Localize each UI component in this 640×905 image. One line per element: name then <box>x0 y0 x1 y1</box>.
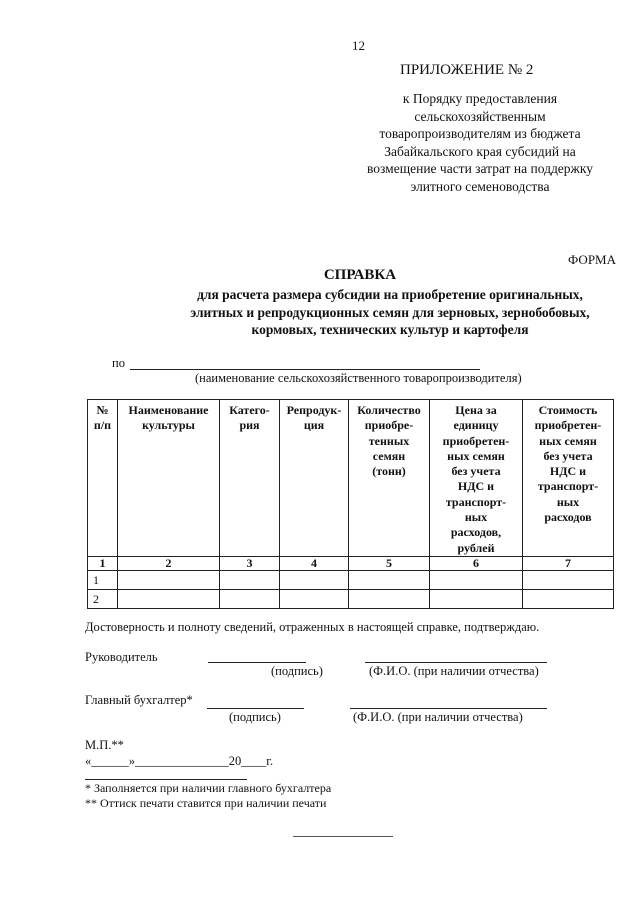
table-cell[interactable] <box>430 570 523 589</box>
column-number: 2 <box>118 556 220 570</box>
header-cell-quantity: Количество приобре- тенных семян (тонн) <box>349 400 430 557</box>
confirmation-text: Достоверность и полноту сведений, отраженных в настоящей справке, подтверждаю. <box>85 620 540 634</box>
head-name-caption: (Ф.И.О. (при наличии отчества) <box>369 664 539 678</box>
table-cell[interactable] <box>220 589 280 608</box>
table-row <box>88 570 614 589</box>
column-number: 5 <box>349 556 430 570</box>
header-cell-category: Катего- рия <box>220 400 280 557</box>
footnote-divider <box>85 779 247 780</box>
appendix-line: к Порядку предоставления <box>402 91 558 106</box>
column-number: 3 <box>220 556 280 570</box>
producer-caption: (наименование сельскохозяйственного товаропроизводителя) <box>195 371 522 385</box>
form-label: ФОРМА <box>568 252 616 267</box>
row-number: 1 <box>88 570 118 589</box>
footnote: * Заполняется при наличии главного бухгалтера <box>85 781 332 795</box>
page-number: 12 <box>352 38 365 53</box>
column-number: 6 <box>430 556 523 570</box>
table-cell[interactable] <box>118 570 220 589</box>
header-cell-reproduction: Репродук- ция <box>280 400 349 557</box>
table-header-row <box>88 400 614 557</box>
column-number-row <box>88 556 614 570</box>
row-number: 2 <box>88 589 118 608</box>
table-cell[interactable] <box>349 570 430 589</box>
column-number: 1 <box>88 556 118 570</box>
appendix-reference <box>335 90 625 195</box>
header-cell-price: Цена за единицу приобретен- ных семян без учета НДС и транспорт- ных расходов, рублей <box>430 400 523 557</box>
producer-prefix: по <box>112 356 125 370</box>
date-field[interactable]: «______»_______________20____г. <box>85 754 274 768</box>
table-cell[interactable] <box>280 589 349 608</box>
table-cell[interactable] <box>220 570 280 589</box>
accountant-signature-caption: (подпись) <box>229 710 281 724</box>
stamp-label: М.П.** <box>85 738 124 752</box>
head-signature-caption: (подпись) <box>271 664 323 678</box>
table-cell[interactable] <box>349 589 430 608</box>
subsidy-table <box>87 399 614 609</box>
producer-name-field[interactable] <box>130 369 480 370</box>
accountant-label: Главный бухгалтер* <box>85 693 193 707</box>
subtitle-line: кормовых, технических культур и картофеля <box>251 322 529 337</box>
document-title: СПРАВКА <box>323 267 397 283</box>
table-row <box>88 589 614 608</box>
end-divider <box>293 836 393 837</box>
column-number: 4 <box>280 556 349 570</box>
subtitle-line: элитных и репродукционных семян для зерновых, зернобобовых, <box>190 304 590 320</box>
appendix-line: возмещение части затрат на поддержку <box>367 161 593 176</box>
table-cell[interactable] <box>430 589 523 608</box>
appendix-line: товаропроизводителям из бюджета <box>379 126 581 141</box>
header-cell-cost: Стоимость приобретен- ных семян без учета НДС и транспорт- ных расходов <box>523 400 614 557</box>
accountant-name-caption: (Ф.И.О. (при наличии отчества) <box>353 710 523 724</box>
appendix-title: ПРИЛОЖЕНИЕ № 2 <box>400 62 534 78</box>
column-number: 7 <box>523 556 614 570</box>
head-label: Руководитель <box>85 650 158 664</box>
appendix-line: элитного семеноводства <box>410 178 550 194</box>
appendix-line: сельскохозяйственным <box>414 108 546 124</box>
footnote: ** Оттиск печати ставится при наличии печати <box>85 796 327 810</box>
header-cell-number: № п/п <box>88 400 118 557</box>
table-cell[interactable] <box>523 589 614 608</box>
table-cell[interactable] <box>523 570 614 589</box>
table-cell[interactable] <box>280 570 349 589</box>
head-name-field[interactable] <box>365 662 547 663</box>
accountant-name-field[interactable] <box>350 708 547 709</box>
document-subtitle <box>95 286 640 339</box>
subtitle-line: для расчета размера субсидии на приобретение оригинальных, <box>197 287 583 302</box>
head-signature-field[interactable] <box>208 662 306 663</box>
appendix-line: Забайкальского края субсидий на <box>384 143 576 159</box>
table-cell[interactable] <box>118 589 220 608</box>
header-cell-crop: Наименование культуры <box>118 400 220 557</box>
accountant-signature-field[interactable] <box>207 708 304 709</box>
